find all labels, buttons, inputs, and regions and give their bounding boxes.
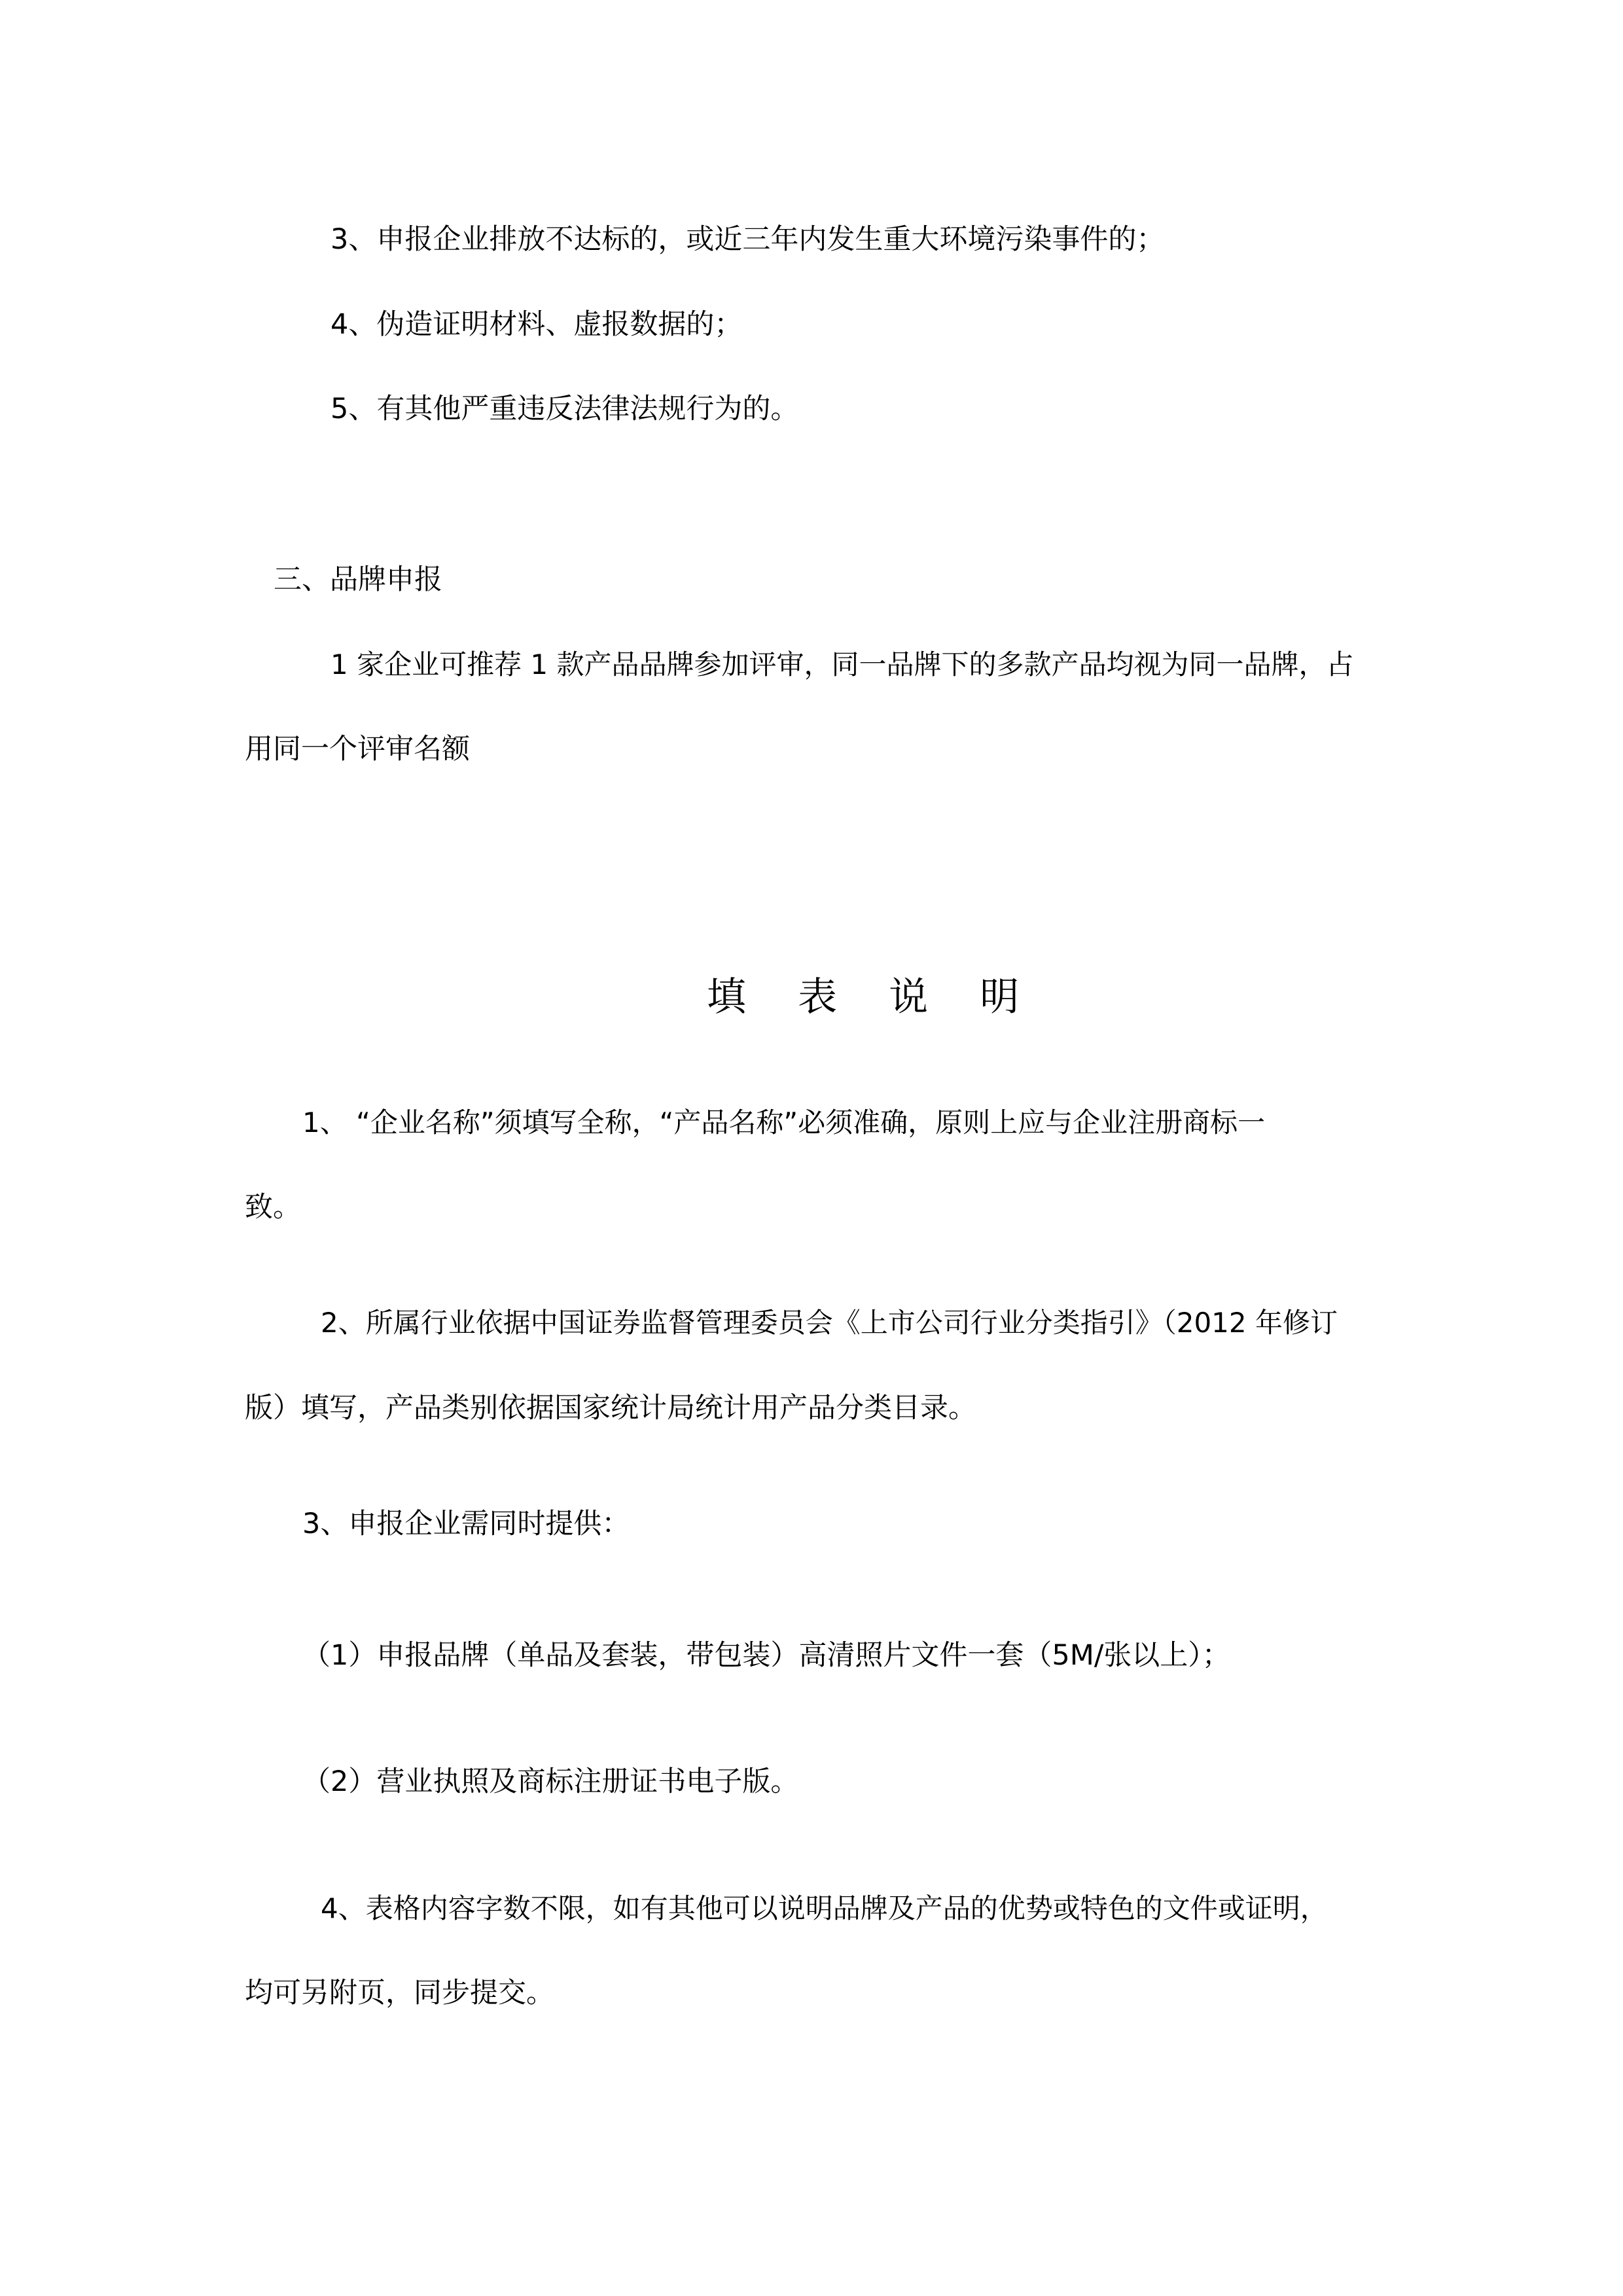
instructions-item-2-line-2: 版）填写，产品类别依据国家统计局统计用产品分类目录。 bbox=[245, 1392, 976, 1424]
instructions-item-4-line-2: 均可另附页，同步提交。 bbox=[245, 1977, 554, 2009]
section-three-paragraph-line-1: 1 家企业可推荐 1 款产品品牌参加评审，同一品牌下的多款产品均视为同一品牌，占 bbox=[330, 648, 1354, 680]
instructions-item-3-sub-2: （2）营业执照及商标注册证书电子版。 bbox=[302, 1765, 799, 1798]
section-three-heading: 三、品牌申报 bbox=[274, 563, 442, 596]
section-two-item-4: 4、伪造证明材料、虚报数据的； bbox=[330, 308, 743, 341]
instructions-item-3-sub-1: （1）申报品牌（单品及套装，带包装）高清照片文件一套（5M/张以上）； bbox=[302, 1639, 1230, 1672]
instructions-title: 填 表 说 明 bbox=[707, 974, 1039, 1020]
instructions-item-3: 3、申报企业需同时提供： bbox=[302, 1508, 630, 1540]
section-three-paragraph-line-2: 用同一个评审名额 bbox=[245, 733, 470, 766]
instructions-item-1-line-1: 1、 “企业名称”须填写全称，“产品名称”必须准确，原则上应与企业注册商标一 bbox=[302, 1106, 1266, 1139]
instructions-item-2-line-1: 2、所属行业依据中国证券监督管理委员会《上市公司行业分类指引》（2012 年修订 bbox=[321, 1307, 1338, 1339]
instructions-item-1-line-2: 致。 bbox=[245, 1191, 301, 1224]
section-two-item-5: 5、有其他严重违反法律法规行为的。 bbox=[330, 393, 799, 425]
section-two-item-3: 3、申报企业排放不达标的，或近三年内发生重大环境污染事件的； bbox=[330, 223, 1165, 256]
instructions-item-4-line-1: 4、表格内容字数不限，如有其他可以说明品牌及产品的优势或特色的文件或证明， bbox=[321, 1892, 1328, 1924]
